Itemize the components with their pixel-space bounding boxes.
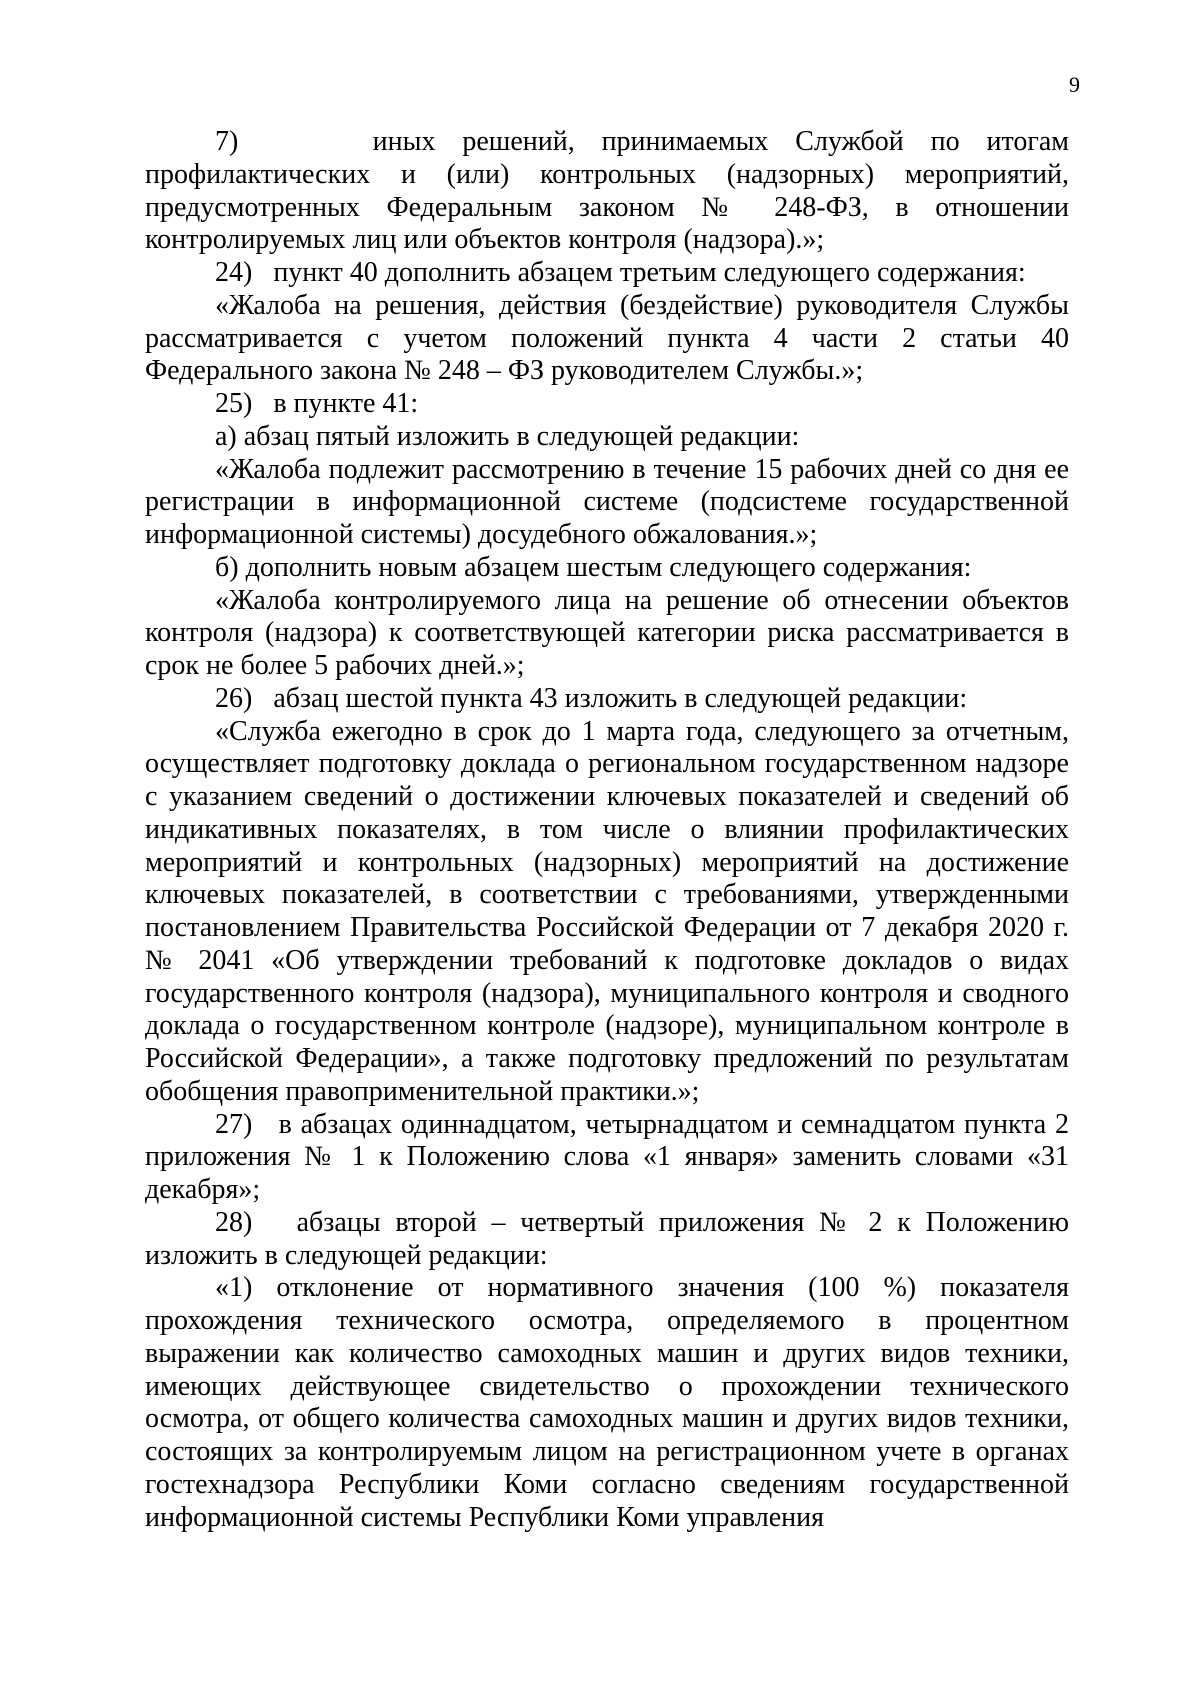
paragraph-item-25: 25) в пункте 41: (215, 388, 419, 419)
paragraph-complaint-head: «Жалоба на решения, действия (бездействие) руководителя Службы рассматривается с учетом положений пункта 4 части 2 статьи 40 Федерального закона № 248 – ФЗ руководителем Службы.»; (145, 289, 1069, 387)
paragraph-complaint-term: «Жалоба подлежит рассмотрению в течение 15 рабочих дней со дня ее регистрации в информационной системе (подсистеме государственной информационной системы) досудебного обжалования.»; (145, 453, 1069, 550)
paragraph-item-28: 28) абзацы второй – четвертый приложения № 2 к Положению изложить в следующей редакции: (145, 1206, 1069, 1271)
paragraph-item-26: 26) абзац шестой пункта 43 изложить в следующей редакции: (215, 682, 968, 714)
paragraph-complaint-risk: «Жалоба контролируемого лица на решение об отнесении объектов контроля (надзора) к соответствующей категории риска рассматривается в срок не более 5 рабочих дней.»; (145, 584, 1069, 681)
paragraph-item-27: 27) в абзацах одиннадцатом, четырнадцатом и семнадцатом пункта 2 приложения № 1 к Положению слова «1 января» заменить словами «31 декабря»; (145, 1108, 1069, 1205)
paragraph-item-7: 7) иных решений, принимаемых Службой по итогам профилактических и (или) контрольных (надзорных) мероприятий, предусмотренных Федеральным законом № 248-ФЗ, в отношении контролируемых лиц или объектов контроля (надзора).»; (145, 126, 1069, 256)
paragraph-item-24: 24) пункт 40 дополнить абзацем третьим следующего содержания: (215, 257, 1026, 288)
paragraph-item-25b: б) дополнить новым абзацем шестым следующего содержания: (215, 551, 972, 583)
paragraph-annual-report: «Служба ежегодно в срок до 1 марта года, следующего за отчетным, осуществляет подготовку доклада о региональном государственном надзоре с указанием сведений о достижении ключевых показателей и сведений об индикативных показателях, в том числе о влиянии профилактических мероприятий и контрольных (надзорных) мероприятий на достижение ключевых показателей, в соответствии с требованиями, утвержденными постановлением Правительства Российской Федерации от 7 декабря 2020 г. № 2041 «Об утверждении требований к подготовке докладов о видах государственного контроля (надзора), муниципального контроля и сводного доклада о государственном контроле (надзоре), муниципальном контроле в Российской Федерации», а также подготовку предложений по результатам обобщения правоприменительной практики.»; (145, 715, 1069, 1107)
paragraph-indicator-deviation: «1) отклонение от нормативного значения (100 %) показателя прохождения технического осмотра, определяемого в процентном выражении как количество самоходных машин и других видов техники, имеющих действующее свидетельство о прохождении технического осмотра, от общего количества самоходных машин и других видов техники, состоящих за контролируемым лицом на регистрационном учете в органах гостехнадзора Республики Коми согласно сведениям государственной информационной системы Республики Коми управления (145, 1272, 1069, 1533)
page-number: 9 (1069, 72, 1080, 97)
paragraph-item-25a: а) абзац пятый изложить в следующей редакции: (215, 420, 800, 452)
document-body (145, 126, 1069, 1534)
